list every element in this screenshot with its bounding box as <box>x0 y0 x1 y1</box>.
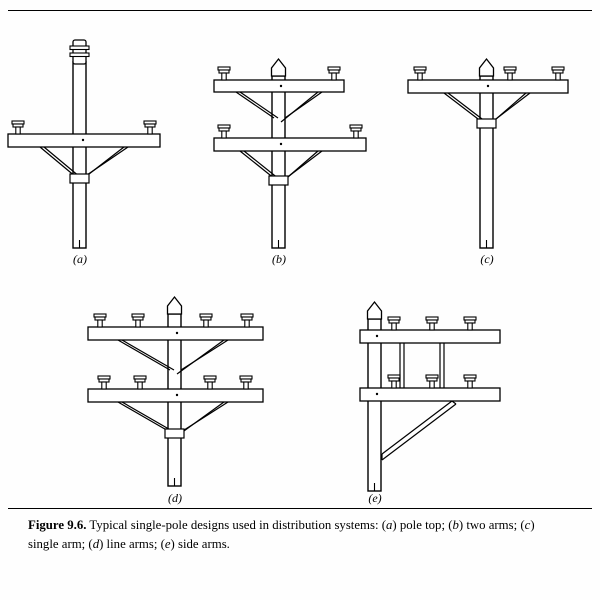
caption-text-a: ) pole top; ( <box>392 518 453 532</box>
diagram-c-single-arm <box>408 59 568 248</box>
figure-caption <box>28 516 568 553</box>
caption-letter-a: a <box>386 518 393 532</box>
figure-number: Figure 9.6. <box>28 518 87 532</box>
diagram-b-two-arms <box>214 59 366 248</box>
caption-text-d: ) line arms; ( <box>99 536 165 551</box>
caption-letter-c: c <box>524 518 531 532</box>
divider-top <box>8 10 592 11</box>
caption-text-c: ) single arm; ( <box>28 518 535 551</box>
diagram-e-side-arms <box>360 302 500 491</box>
subcaption-c: (c) <box>480 252 494 266</box>
caption-text-e: ) side arms. <box>170 536 230 551</box>
diagram-a-pole-top <box>8 40 160 248</box>
caption-letter-b: b <box>452 518 459 532</box>
diagram-d-line-arms <box>88 297 263 486</box>
subcaption-b: (b) <box>272 252 286 266</box>
figure-illustration <box>0 14 600 505</box>
caption-letter-e: e <box>164 536 171 551</box>
subcaption-d: (d) <box>168 491 182 505</box>
caption-text-b: ) two arms; ( <box>458 518 525 532</box>
caption-letter-d: d <box>92 536 100 551</box>
caption-lead: Typical single-pole designs used in distribution systems: ( <box>89 518 386 532</box>
subcaption-e: (e) <box>368 491 382 505</box>
divider-bottom <box>8 508 592 509</box>
subcaption-a: (a) <box>73 252 87 266</box>
